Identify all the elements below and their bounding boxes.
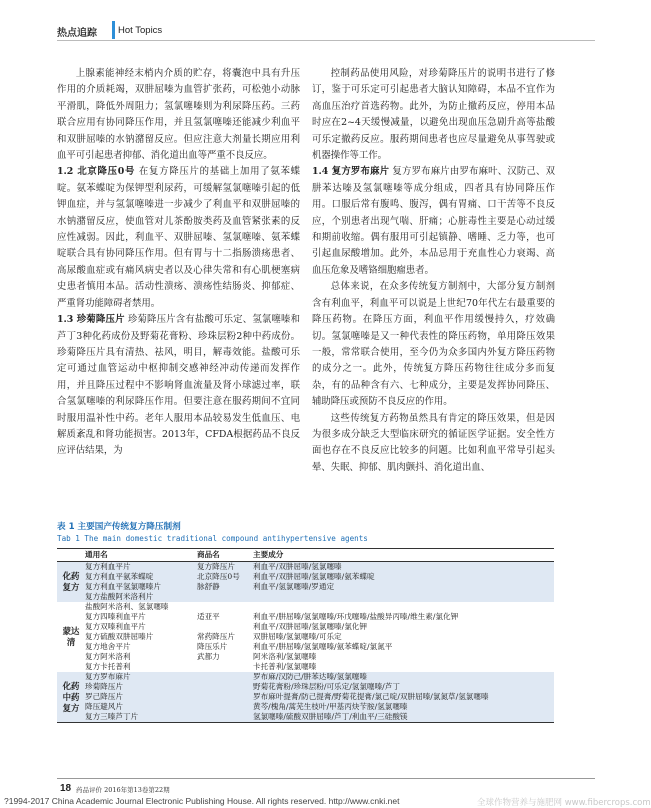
drug-trade-name: [197, 622, 253, 632]
table-body: [57, 548, 554, 723]
paragraph-text: 上腺素能神经末梢内介质的贮存，将囊泡中具有升压作用的介质耗竭，双肼屈嗪为血管扩张药，可松弛小动脉平滑肌，降低外周阻力；氢氯噻嗪则为利尿降压药。三药联合应用有协同降压作用，并且氢氯噻嗪还能减少利血平和双肼屈嗪的水钠潴留反应。但应注意大剂量长期应用利血平可引起患者抑郁、消化道出血等严重不良反应。: [57, 68, 300, 162]
drug-ingredients: 利血平/双肼屈嗪/氢氯噻嗪: [253, 562, 342, 571]
drug-trade-name: 脉舒静: [197, 582, 220, 591]
section-tag-en: Hot Topics: [118, 25, 163, 36]
drug-trade-name: [197, 672, 253, 682]
drug-common-name: 珍菊降压片: [85, 682, 123, 691]
watermark: 全球作物营养与施肥网 www.fibercrops.com: [477, 798, 651, 808]
table-group: [57, 602, 554, 672]
drug-common-name: 复方双嗪利血平片: [85, 622, 146, 631]
table-row: [85, 612, 554, 622]
drug-ingredients: 利血平/肼屈嗪/氢氯噻嗪/环戊噻嗪/盐酸异丙嗪/维生素/氯化钾: [253, 612, 459, 621]
drug-ingredients: 罗布麻/汉防己/肼苯达嗪/氢氯噻嗪: [253, 672, 367, 681]
paragraph: [57, 164, 300, 312]
drug-trade-name: 降压乐片: [197, 642, 228, 651]
drug-ingredients: [253, 592, 554, 602]
header-common-name: 通用名: [85, 550, 108, 559]
page-header: [0, 0, 595, 44]
drug-common-name: 复方盐酸阿米洛利片: [85, 592, 154, 601]
paragraph-text: 在复方降压片的基础上加用了氨苯蝶啶。氨苯蝶啶为保钾型利尿药，可缓解氢氯噻嗪引起的低钾血症，并与氢氯噻嗪进一步减少了利血平和双肼屈嗪的水钠潴留反应，使血管对儿茶酚胺类药及血管紧张素的反应性减弱。因此，利血平、双肼屈嗪、氢氯噻嗪、氨苯蝶啶联合具有协同降压作用。但有胃与十二指肠溃疡患者、高尿酸血症或有痛风病史者以及心律失常和有心肌梗塞病史患者慎用本品。活动性溃疡、溃疡性结肠炎、抑郁症、严重肾功能障碍者禁用。: [57, 166, 300, 309]
header-category: [57, 550, 85, 560]
footer-rule: [57, 778, 595, 779]
drug-common-name: 盐酸阿米洛利、氢氯噻嗪: [85, 602, 169, 611]
drug-ingredients: 利血平/肼屈嗪/氢氯噻嗪/氨苯蝶啶/氯氮平: [253, 642, 393, 651]
section-heading: 1.2 北京降压0号: [57, 166, 136, 178]
drug-ingredients: 卡托普利/氢氯噻嗪: [253, 662, 317, 671]
header-trade-name: 商品名: [197, 550, 220, 559]
drug-trade-name: 复方降压片: [197, 562, 235, 571]
drug-trade-name: 北京降压0号: [197, 572, 240, 581]
paragraph: [312, 164, 555, 279]
paragraph-text: 控制药品使用风险，对珍菊降压片的说明书进行了修订，鉴于可乐定可引起患者大脑认知障碍，本品不宜作为高血压治疗首选药物。此外，为防止撤药反应，停用本品时应在2~4天缓慢减量，以避免出现血压急剧升高等盐酸可乐定撤药反应。服药期间患者也应尽量避免从事驾驶或机器操作等工作。: [312, 68, 555, 162]
table-row: [85, 592, 554, 602]
table-title: 表 1 主要国产传统复方降压制剂: [57, 522, 181, 532]
table-row: [85, 682, 554, 692]
drug-common-name: 罗己降压片: [85, 692, 123, 701]
paragraph-text: 珍菊降压片含有盐酸可乐定、氢氯噻嗪和芦丁3种化药成份及野菊花膏粉、珍珠层粉2种中药成份。珍菊降压片具有清热、祛风，明目，解毒效能。盐酸可乐定可通过血管运动中枢抑制交感神经冲动传递而发挥作用，并且降压过程中不影响肾血流量及肾小球滤过率，联合氢氯噻嗪的利尿降压作用。但要注意在服药期间不宜同时服用温补性中药。老年人服用本品较易发生低血压、电解质紊乱和肾功能损害。2013年，CFDA根据药品不良反应评估结果，为: [57, 314, 300, 457]
drug-common-name: 复方利血平片: [85, 562, 131, 571]
table-row: [85, 712, 554, 722]
drug-common-name: 复方卡托普利: [85, 662, 131, 671]
drug-ingredients: 黄芩/槐角/蒿芜生枝叶/甲基丙炔苄胺/氢氯噻嗪: [253, 702, 408, 711]
page-number: 18: [60, 783, 72, 794]
table-row: [85, 602, 554, 612]
table-header-row: [57, 549, 554, 562]
drug-trade-name: [197, 662, 253, 672]
header-rule: [57, 40, 595, 41]
left-column: [57, 66, 300, 460]
drug-trade-name: [197, 682, 253, 692]
drug-ingredients: 野菊花膏粉/珍珠层粉/可乐定/氢氯噻嗪/芦丁: [253, 682, 400, 691]
drug-common-name: 复方硫酸双肼屈嗪片: [85, 632, 154, 641]
drug-trade-name: [197, 592, 253, 602]
section-heading: 1.3 珍菊降压片: [57, 314, 125, 326]
drug-ingredients: 利血平/氢氯噻嗪/罗通定: [253, 582, 335, 591]
drug-trade-name: [197, 602, 253, 612]
drug-ingredients: 罗布麻叶提膏/防己提膏/野菊花提膏/氯己啶/双肼屈嗪/氯氮草/氢氯噻嗪: [253, 692, 489, 701]
table-row: [85, 672, 554, 682]
group-label: 蒙达清: [62, 626, 80, 647]
paragraph: [312, 411, 555, 477]
drug-trade-name: [197, 702, 253, 712]
drug-common-name: 复方四嗪利血平片: [85, 612, 146, 621]
table-row: [85, 692, 554, 702]
page-footer: [0, 778, 651, 808]
drug-trade-name: 适亚平: [197, 612, 220, 621]
drug-trade-name: 武都力: [197, 652, 220, 661]
table-row: [85, 702, 554, 712]
drug-common-name: 复方三嗪芦丁片: [85, 712, 139, 721]
drug-common-name: 降压避风片: [85, 702, 123, 711]
section-tag: 热点追踪: [57, 28, 97, 39]
table-row: [85, 562, 554, 572]
drug-ingredients: [253, 602, 554, 612]
section-heading: 1.4 复方罗布麻片: [312, 166, 390, 178]
group-label: 化药中药复方: [62, 680, 80, 713]
drug-trade-name: [197, 692, 253, 702]
group-label: 化药复方: [62, 571, 80, 592]
right-column: [312, 66, 555, 476]
table-group: [57, 672, 554, 722]
paragraph: [57, 312, 300, 460]
drug-trade-name: [197, 712, 253, 722]
copyright-line: ?1994-2017 China Academic Journal Electronic Publishing House. All rights reserved. http://www.cnki.net: [4, 796, 400, 806]
paragraph: [312, 66, 555, 164]
table-row: [85, 662, 554, 672]
paragraph-text: 总体来说，在众多传统复方制剂中，大部分复方制剂含有利血平，利血平可以说是上世纪70年代左右最重要的降压药物。在降压方面，利血平作用缓慢持久，疗效确切。氢氯噻嗪是又一种代表性的降压药物，单用降压效果一般，常常联合使用，至今仍为众多国内外复方降压药物的成分之一。此外，传统复方降压药物往往成分多而复杂，有的品种含有六、七种成分，主要是发挥协同降压、辅助降压或预防不良反应的作用。: [312, 281, 555, 408]
table-row: [85, 652, 554, 662]
header-accent-bar: [112, 21, 115, 39]
table-title-en: Tab 1 The main domestic traditional compound antihypertensive agents: [57, 534, 368, 543]
drug-ingredients: 氢氯噻嗪/硫酸双肼屈嗪/芦丁/利血平/三硅酸镁: [253, 712, 408, 721]
table-row: [85, 632, 554, 642]
table-1: [57, 521, 554, 723]
drug-ingredients: 双肼屈嗪/氢氯噻嗪/可乐定: [253, 632, 342, 641]
paragraph: [57, 66, 300, 164]
table-groups: [57, 562, 554, 722]
drug-common-name: 复方利血平氢氯噻嗪片: [85, 582, 161, 591]
table-group: [57, 562, 554, 602]
table-row: [85, 582, 554, 592]
table-row: [85, 622, 554, 632]
drug-common-name: 复方地舍平片: [85, 642, 131, 651]
journal-info: 药品评价 2016年第13卷第22期: [76, 786, 170, 794]
header-ingredients: 主要成分: [253, 550, 284, 559]
paragraph-text: 这些传统复方药物虽然具有肯定的降压效果，但是因为很多成分缺乏大型临床研究的循证医学证据。安全性方面也存在不良反应比较多的问题。比如利血平常导引起头晕、失眠、抑郁、肌肉颤抖、消化道出血、: [312, 412, 555, 473]
paragraph-text: 复方罗布麻片由罗布麻叶、汉防己、双肼苯达嗪及氢氯噻嗪等成分组成，四者具有协同降压作用。口服后常有腹鸣、腹泻，偶有胃痛、口干苦等不良反应，个别患者出现气喘、肝痛；心脏毒性主要是心动过缓和期前收缩。偶有服用可引起镇静、嗜睡、乏力等，也可引起血尿酸增加。此外，本品忌用于充血性心力衰竭、高血压危象及嗜铬细胞瘤患者。: [312, 166, 555, 276]
table-row: [85, 642, 554, 652]
drug-common-name: 复方阿米洛利: [85, 652, 131, 661]
drug-ingredients: 阿米洛利/氢氯噻嗪: [253, 652, 317, 661]
drug-trade-name: 常药降压片: [197, 632, 235, 641]
table-row: [85, 572, 554, 582]
paragraph: [312, 279, 555, 410]
drug-common-name: 复方利血平氨苯蝶啶: [85, 572, 154, 581]
drug-ingredients: 利血平/双肼屈嗪/氢氯噻嗪/氯化钾: [253, 622, 367, 631]
drug-ingredients: 利血平/双肼屈嗪/氢氯噻嗪/氨苯蝶啶: [253, 572, 375, 581]
drug-common-name: 复方罗布麻片: [85, 672, 131, 681]
